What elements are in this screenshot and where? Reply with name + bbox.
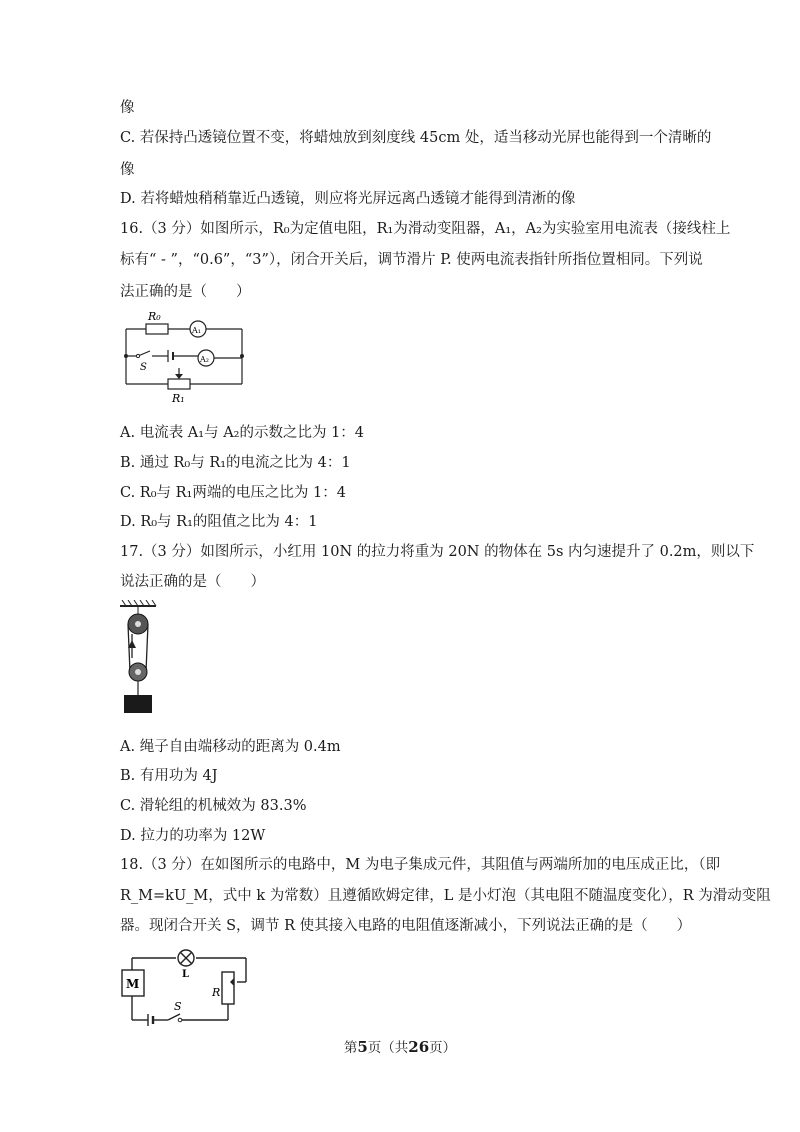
- q16-option-b: B. 通过 R₀与 R₁的电流之比为 4：1: [120, 455, 351, 471]
- q16-label-a1: A₁: [192, 326, 201, 335]
- footer-mid: 页（共: [367, 1040, 409, 1056]
- q16-stem-line2: 标有“ - ”，“0.6”，“3”），闭合开关后，调节滑片 P. 使两电流表指针所指位置相同。下列说: [120, 252, 703, 268]
- footer-page-number: 5: [357, 1038, 368, 1056]
- q16-stem-line3: 法正确的是（ ）: [120, 284, 251, 300]
- q16-label-s: S: [140, 362, 147, 373]
- q17-stem-line2: 说法正确的是（ ）: [120, 574, 265, 590]
- q15-option-d: D. 若将蜡烛稍稍靠近凸透镜，则应将光屏远离凸透镜才能得到清淅的像: [120, 191, 576, 207]
- q15-option-c: C. 若保持凸透镜位置不变，将蜡烛放到刻度线 45cm 处，适当移动光屏也能得到一个清晰的: [120, 130, 712, 146]
- q15-text-line: 像: [120, 162, 135, 178]
- q17-pulley-diagram: [118, 600, 158, 720]
- q16-option-a: A. 电流表 A₁与 A₂的示数之比为 1：4: [120, 425, 365, 441]
- q18-stem-line2: R_M=kU_M，式中 k 为常数）且遵循欧姆定律，L 是小灯泡（其电阻不随温度变化），R 为滑动变阻: [120, 888, 771, 904]
- q18-stem-line1: 18.（3 分）在如图所示的电路中，M 为电子集成元件，其阻值与两端所加的电压成正比，（即: [120, 857, 721, 873]
- q18-stem-line3: 器。现闭合开关 S，调节 R 使其接入电路的电阻值逐渐减小，下列说法正确的是（ ）: [120, 918, 692, 934]
- footer-prefix: 第: [343, 1040, 358, 1056]
- q17-option-a: A. 绳子自由端移动的距离为 0.4m: [120, 739, 341, 755]
- q16-label-r0: R₀: [148, 310, 161, 323]
- q16-label-a2: A₂: [200, 355, 209, 364]
- q18-label-l: L: [182, 969, 190, 980]
- page-footer: [0, 1036, 800, 1056]
- q17-option-c: C. 滑轮组的机械效为 83.3%: [120, 798, 307, 814]
- q15-text-line: 像: [120, 100, 135, 116]
- q18-label-s: S: [174, 1000, 182, 1013]
- q18-label-m: M: [126, 977, 140, 991]
- q16-option-c: C. R₀与 R₁两端的电压之比为 1：4: [120, 485, 346, 501]
- q17-option-d: D. 拉力的功率为 12W: [120, 828, 266, 844]
- q17-option-b: B. 有用功为 4J: [120, 768, 218, 784]
- footer-total-pages: 26: [408, 1038, 430, 1056]
- q16-stem-line1: 16.（3 分）如图所示，R₀为定值电阻，R₁为滑动变阻器，A₁，A₂为实验室用电流表（接线柱上: [120, 221, 731, 237]
- footer-suffix: 页）: [429, 1040, 457, 1056]
- q16-circuit-diagram: [118, 306, 248, 406]
- q16-option-d: D. R₀与 R₁的阻值之比为 4：1: [120, 514, 318, 530]
- q18-label-r: R: [212, 986, 221, 999]
- q16-label-r1: R₁: [172, 392, 185, 405]
- q17-stem-line1: 17.（3 分）如图所示，小红用 10N 的拉力将重为 20N 的物体在 5s 内匀速提升了 0.2m，则以下: [120, 544, 755, 560]
- q18-circuit-diagram: [118, 944, 258, 1026]
